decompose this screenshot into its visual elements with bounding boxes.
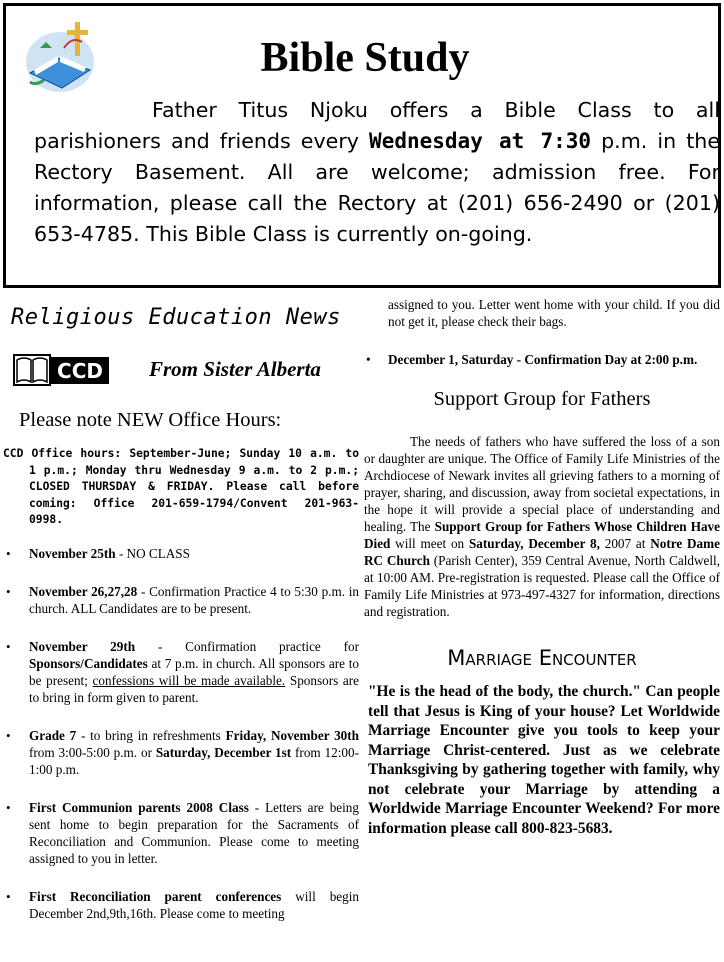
list-item: • First Reconciliation parent conferences will begin December 2nd,9th,16th. Please come to meeting [6, 888, 359, 921]
marriage-encounter-text: "He is the head of the body, the church." Can people tell that Jesus is King of your house? Let Worldwide Marriage Encounter give you tools to keep your Marriage Christ-centered. Just as we celebrate Thanksgiving by gathering together with family, why not celebrate your Marriage by attending a Worldwide Marriage Encounter Weekend? For more information please call 800-823-5683. [368, 683, 720, 837]
bible-study-title: Bible Study [260, 35, 470, 81]
right-column [364, 296, 720, 838]
list-item: • November 26,27,28 - Confirmation Practice 4 to 5:30 p.m. in church. ALL Candidates are to be present. [6, 583, 359, 616]
from-sister-alberta: From Sister Alberta [149, 357, 321, 381]
list-item: • November 29th - Confirmation practice for Sponsors/Candidates at 7 p.m. in church. All sponsors are to be present; confessions will be made available. Sponsors are to bring in form given to parent. [6, 638, 359, 705]
bible-study-text: Father Titus Njoku offers a Bible Class to all parishioners and friends every Wednesday at 7:30 p.m. in the Rectory Basement. All are welcome; admission free. For information, please call the Rectory at (201) 656-2490 or (201) 653-4785. This Bible Class is currently on-going. [34, 98, 720, 246]
list-item: • Grade 7 - to bring in refreshments Friday, November 30th from 3:00-5:00 p.m. or Saturday, December 1st from 12:00-1:00 p.m. [6, 727, 359, 777]
marriage-encounter-heading: Marriage Encounter [447, 646, 637, 670]
office-hours-heading: Please note NEW Office Hours: [19, 409, 282, 431]
religious-education-title: Religious Education News [11, 305, 341, 330]
list-item: • November 25th - NO CLASS [6, 545, 190, 561]
ccd-header [3, 340, 359, 398]
left-column [3, 296, 359, 922]
religious-ed-list [3, 545, 359, 922]
list-item: • December 1, Saturday - Confirmation Day at 2:00 p.m. [366, 352, 698, 367]
support-group-heading: Support Group for Fathers [433, 388, 651, 410]
ccd-logo-text: CCD [57, 359, 103, 383]
support-group-text: The needs of fathers who have suffered the loss of a son or daughter are unique. The Office of Family Life Ministries of the Archdiocese of Newark invites all grieving fathers to a morning of prayer, sharing, and discussion, away from societal expectations, in the hope it will provide a special place of understanding and healing. The Support Group for Fathers Whose Children Have Died will meet on Saturday, December 8, 2007 at Notre Dame RC Church (Parish Center), 359 Central Avenue, North Caldwell, at 10:00 AM. Pre-registration is requested. Please call the Office of Family Life Ministries at 973-497-4327 for information, directions and registration. [364, 434, 720, 619]
list-item: • First Communion parents 2008 Class - Letters are being sent home to begin preparation for the Sacraments of Reconciliation and Communion. Please come to meeting assigned to you in letter. [6, 799, 359, 866]
bible-study-box [3, 3, 721, 288]
ccd-book-logo-icon [13, 352, 111, 388]
ccd-office-hours: CCD Office hours: September-June; Sunday 10 a.m. to 1 p.m.; Monday thru Wednesday 9 a.m. to 2 p.m.; CLOSED THURSDAY & FRIDAY. Please call before coming: Office 201-659-1794/Convent 201-963-0998. [3, 447, 359, 526]
reconciliation-continued: assigned to you. Letter went home with your child. If you did not get it, please check their bags. [388, 297, 720, 329]
bible-study-time: Wednesday at 7:30 [369, 129, 592, 153]
